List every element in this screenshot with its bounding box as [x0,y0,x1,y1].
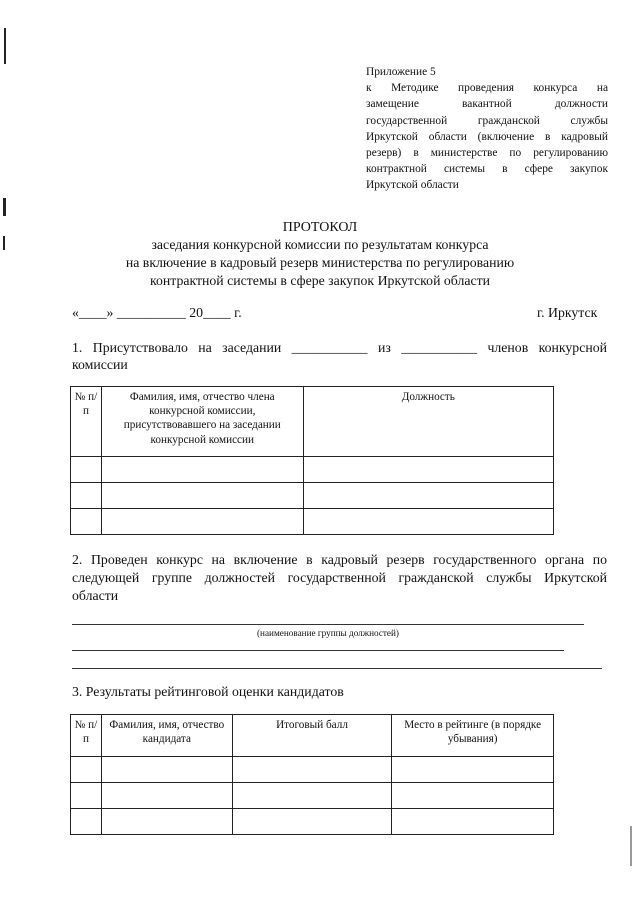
table-cell [392,783,554,809]
table-cell [101,509,303,535]
appendix-line: к Методике проведения конкурса на [366,82,608,95]
table-cell [392,757,554,783]
table-cell [303,483,553,509]
appendix-line: Иркутской области (включение в кадровый [366,130,608,143]
fill-line [72,668,602,669]
appendix-line: государственной гражданской службы [366,114,608,127]
table-cell [392,809,554,835]
table-header-rating-place: Место в рейтинге (в порядке убывания) [392,715,554,757]
table-cell [101,483,303,509]
subtitle-line: контрактной системы в сфере закупок Иркутской области [149,273,491,288]
protocol-subtitle [0,236,640,290]
protocol-title: ПРОТОКОЛ [282,220,358,235]
table-cell [71,509,102,535]
table-row [71,509,554,535]
table-cell [101,457,303,483]
table-header-total-score: Итоговый балл [232,715,392,757]
table-cell [232,757,392,783]
table-cell [232,809,392,835]
table-row [71,783,554,809]
table-cell [101,809,232,835]
fill-line [72,650,564,651]
table-header-position: Должность [303,387,553,457]
table-cell [71,457,102,483]
table-cell [232,783,392,809]
appendix-line: Приложение 5 [366,66,436,78]
table-cell [101,757,232,783]
commission-members-table [70,386,554,535]
scan-edge-mark [3,198,6,216]
section3-heading: 3. Результаты рейтинговой оценки кандидатов [72,684,344,699]
subtitle-line: на включение в кадровый резерв министерства по регулированию [125,255,515,270]
table-row [71,757,554,783]
table-cell [101,783,232,809]
section1-line2: комиссии [72,357,128,372]
group-name-fill-line [72,624,584,625]
candidates-rating-table [70,714,554,835]
table-cell [303,457,553,483]
table-row [71,457,554,483]
table-row [71,809,554,835]
appendix-line: резерв) в министерстве по регулированию [366,147,608,160]
table-cell [303,509,553,535]
table-header-number: № п/п [71,387,102,457]
section1-line1: 1. Присутствовало на заседании ___________ из ___________ членов конкурсной [72,340,607,355]
appendix-line: контрактной системы в сфере закупок [366,163,608,176]
appendix-line: замещение вакантной должности [366,98,608,111]
section2-line2: следующей группе должностей государственной гражданской службы Иркутской [72,570,607,585]
table-header-candidate-name: Фамилия, имя, отчество кандидата [101,715,232,757]
scan-edge-mark [4,28,6,64]
appendix-line: Иркутской области [366,179,459,192]
scan-edge-mark [630,826,632,866]
section2-line1: 2. Проведен конкурс на включение в кадровый резерв государственного органа по [72,552,607,567]
city: г. Иркутск [537,305,598,320]
table-cell [71,783,102,809]
table-cell [71,757,102,783]
appendix-note [366,64,608,194]
table-cell [71,483,102,509]
subtitle-line: заседания конкурсной комиссии по результатам конкурса [151,237,489,252]
group-name-caption: (наименование группы должностей) [257,628,399,638]
table-row [71,483,554,509]
table-cell [71,809,102,835]
table-header-member-name: Фамилия, имя, отчество члена конкурсной комиссии, присутствовавшего на заседании конкурсной комиссии [101,387,303,457]
section2-line3: области [72,588,119,603]
date-line: «____» __________ 20____ г. [72,305,242,320]
table-header-number: № п/п [71,715,102,757]
